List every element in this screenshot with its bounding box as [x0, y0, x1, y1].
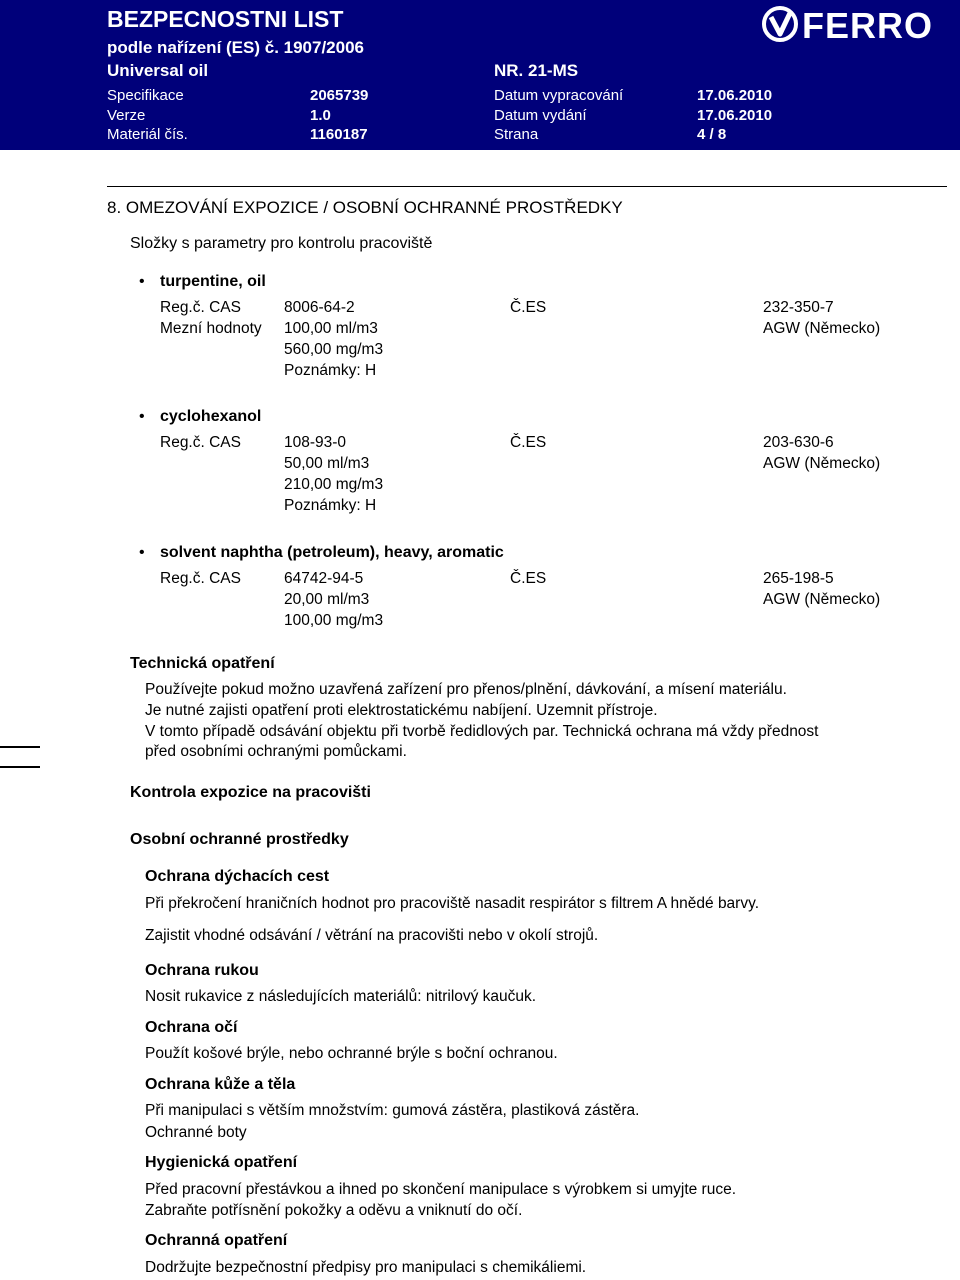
- cas-label: Reg.č. CAS: [160, 570, 241, 587]
- cas-label: Reg.č. CAS: [160, 434, 241, 451]
- skin-heading: Ochrana kůže a těla: [145, 1076, 296, 1093]
- cas-number: 108-93-0: [284, 434, 347, 451]
- component-name: • turpentine, oil: [160, 273, 266, 291]
- exposure-control-heading: Kontrola expozice na pracovišti: [130, 784, 371, 801]
- material-value: 1160187: [310, 126, 368, 143]
- es-label: Č.ES: [510, 570, 547, 587]
- limit-value: 560,00 mg/m3: [284, 341, 384, 358]
- technical-line: Používejte pokud možno uzavřená zařízení pro přenos/plnění, dávkování, a mísení materiálu.: [145, 681, 787, 698]
- cas-number: 8006-64-2: [284, 299, 355, 316]
- technical-line: V tomto případě odsávání objektu při tvorbě ředidlových par. Technická ochrana má vždy přednost: [145, 723, 819, 740]
- technical-line: Je nutné zajisti opatření proti elektrostatickému nabíjení. Uzemnit přístroje.: [145, 702, 658, 719]
- skin-text: Při manipulaci s větším množstvím: gumová zástěra, plastiková zástěra.: [145, 1102, 640, 1119]
- hands-heading: Ochrana rukou: [145, 962, 259, 979]
- document-header: [0, 0, 960, 150]
- version-label: Verze: [107, 107, 146, 124]
- respiratory-text: Při překročení hraničních hodnot pro pracoviště nasadit respirátor s filtrem A hnědé barvy.: [145, 895, 759, 912]
- limit-source: AGW (Německo): [763, 455, 881, 472]
- change-marker: [0, 766, 40, 768]
- hygiene-text: Před pracovní přestávkou a ihned po skončení manipulace s výrobkem si umyjte ruce.: [145, 1181, 737, 1198]
- protective-text: Dodržujte bezpečnostní předpisy pro manipulaci s chemikáliemi.: [145, 1259, 587, 1276]
- logo-text: FERRO: [802, 5, 933, 45]
- section-subtitle: Složky s parametry pro kontrolu pracoviště: [130, 235, 433, 252]
- limit-source: AGW (Německo): [763, 591, 881, 608]
- issue-date-value: 17.06.2010: [697, 107, 773, 124]
- eyes-heading: Ochrana očí: [145, 1019, 238, 1036]
- es-number: 203-630-6: [763, 434, 834, 451]
- material-label: Materiál čís.: [107, 126, 188, 143]
- limit-value: 20,00 ml/m3: [284, 591, 370, 608]
- page-value: 4 / 8: [697, 126, 727, 143]
- limits-label: Mezní hodnoty: [160, 320, 262, 337]
- spec-label: Specifikace: [107, 87, 184, 104]
- version-value: 1.0: [310, 107, 331, 124]
- component-name: • solvent naphtha (petroleum), heavy, aromatic: [160, 544, 504, 562]
- ferro-logo: [760, 3, 950, 45]
- limit-value: 100,00 mg/m3: [284, 612, 384, 629]
- document-title: BEZPECNOSTNI LIST: [107, 6, 344, 32]
- section-title: 8. OMEZOVÁNÍ EXPOZICE / OSOBNÍ OCHRANNÉ PROSTŘEDKY: [107, 198, 623, 217]
- technical-line: před osobními ochranými pomůckami.: [145, 743, 407, 760]
- prepared-date-label: Datum vypracování: [494, 87, 624, 104]
- es-label: Č.ES: [510, 434, 547, 451]
- change-marker: [0, 746, 40, 748]
- limit-value: 210,00 mg/m3: [284, 476, 384, 493]
- respiratory-text: Zajistit vhodné odsávání / větrání na pracovišti nebo v okolí strojů.: [145, 927, 599, 944]
- limit-source: AGW (Německo): [763, 320, 881, 337]
- issue-date-label: Datum vydání: [494, 107, 587, 124]
- es-label: Č.ES: [510, 299, 547, 316]
- product-name: Universal oil: [107, 61, 209, 80]
- eyes-text: Použít košové brýle, nebo ochranné brýle s boční ochranou.: [145, 1045, 558, 1062]
- hygiene-heading: Hygienická opatření: [145, 1154, 298, 1171]
- hygiene-text: Zabraňte potřísnění pokožky a oděvu a vniknutí do očí.: [145, 1202, 523, 1219]
- component-name: • cyclohexanol: [160, 408, 261, 426]
- cas-label: Reg.č. CAS: [160, 299, 241, 316]
- technical-heading: Technická opatření: [130, 655, 275, 672]
- limit-note: Poznámky: H: [284, 497, 377, 514]
- es-number: 265-198-5: [763, 570, 834, 587]
- prepared-date-value: 17.06.2010: [697, 87, 773, 104]
- es-number: 232-350-7: [763, 299, 834, 316]
- cas-number: 64742-94-5: [284, 570, 364, 587]
- limit-value: 50,00 ml/m3: [284, 455, 370, 472]
- section-divider: [107, 186, 947, 187]
- limit-value: 100,00 ml/m3: [284, 320, 378, 337]
- regulation-subtitle: podle nařízení (ES) č. 1907/2006: [107, 38, 365, 57]
- spec-value: 2065739: [310, 87, 369, 104]
- skin-text: Ochranné boty: [145, 1124, 247, 1141]
- hands-text: Nosit rukavice z následujících materiálů: nitrilový kaučuk.: [145, 988, 537, 1005]
- protective-heading: Ochranná opatření: [145, 1232, 288, 1249]
- product-number: NR. 21-MS: [494, 61, 579, 80]
- limit-note: Poznámky: H: [284, 362, 377, 379]
- respiratory-heading: Ochrana dýchacích cest: [145, 868, 330, 885]
- ppe-heading: Osobní ochranné prostředky: [130, 831, 349, 848]
- page-label: Strana: [494, 126, 539, 143]
